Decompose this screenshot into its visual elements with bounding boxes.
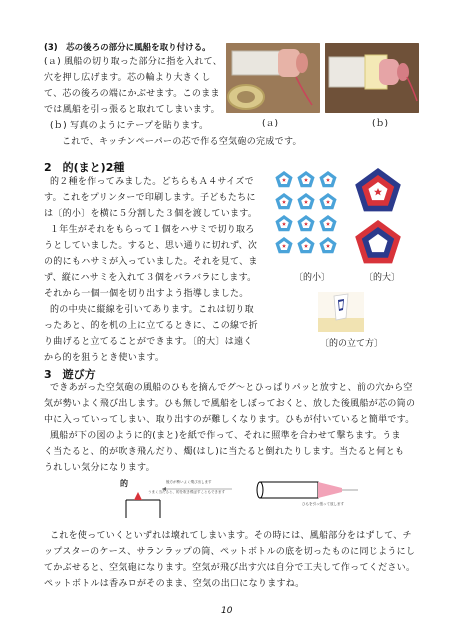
small-target-icon	[297, 193, 314, 209]
section-2-line-1: 的２種を作ってみました。どちらもＡ４サイズで	[50, 177, 254, 187]
small-target-icon	[275, 193, 292, 209]
diagram-note-2: うまく当たると、的を吹き飛ばすこともできます	[148, 490, 225, 494]
section-2-line-8: それから一個一個を切り出すよう指導しました。	[44, 289, 249, 299]
play-diagram	[120, 480, 360, 520]
diagram-note-3: ひもを引っ張って放します	[302, 502, 344, 506]
small-target-icon	[297, 237, 314, 253]
small-target-icon	[319, 171, 336, 187]
section-3-line-4: では風船を引っ張ると取れてしまいます。	[44, 105, 220, 115]
section-2-heading: 2 的(まと)2種	[44, 161, 125, 174]
large-targets	[350, 166, 412, 270]
page-number: 10	[221, 606, 233, 616]
caption-large-target: 〔的大〕	[364, 273, 401, 283]
section-2-line-11: り曲げると立てることができます。〔的大〕は遠く	[44, 337, 253, 347]
section-3-line-3: て、芯の後ろの端にかぶせます。このまま	[44, 89, 220, 99]
section-2-line-5: うとしていました。すると、思い通りに切れず、次	[44, 241, 258, 251]
section-2-line-2: す。これをプリンターで印刷します。子どもたちに	[44, 193, 256, 203]
section-end-line-4: ペットボトルは香みロがそのまま、空気の出口になりますね。	[44, 579, 305, 589]
photo-b-illustration	[325, 43, 419, 113]
photo-b-caption: (ｂ)	[372, 119, 389, 129]
small-target-icon	[297, 171, 314, 187]
small-target-icon	[275, 171, 292, 187]
diagram-target-label: 的	[120, 479, 128, 488]
section-2-line-12: から的を狙うとき使います。	[44, 353, 165, 363]
stand-target-illustration	[318, 292, 364, 332]
section-2-line-9: 的の中央に縦線を引いてあります。これは切り取	[50, 305, 254, 315]
section-play-heading: 3 遊び方	[44, 368, 96, 381]
small-targets-grid	[272, 168, 360, 260]
section-3-line-5: (ｂ) 写真のようにテープを貼ります。	[50, 121, 209, 131]
large-target-icon	[355, 168, 401, 211]
section-end-line-3: てかぶせると、空気砲になります。空気が飛び出す穴は自分で工夫して作ってください。	[44, 563, 416, 573]
section-2-line-4: １年生がそれをもらって１個をハサミで切り取ろ	[50, 225, 255, 235]
section-2-line-10: ったあと、的を机の上に立てるときに、この線で折	[44, 321, 258, 331]
caption-stand-target: 〔的の立て方〕	[320, 339, 384, 349]
section-2-line-7: ず、縦にハサミを入れて３個をバラバラにします。	[44, 273, 257, 283]
small-target-icon	[319, 193, 336, 209]
section-3-line-2: 穴を押し広げます。芯の輪より大きくし	[44, 73, 211, 83]
section-3-line-6: これで、キッチンペーパーの芯で作る空気砲の完成です。	[62, 137, 302, 147]
large-target-icon	[355, 220, 401, 263]
caption-small-target: 〔的小〕	[294, 273, 331, 283]
small-target-icon	[319, 237, 336, 253]
section-3-line-1: (ａ) 風船の切り取った部分に指を入れて、	[44, 57, 223, 67]
section-end-line-2: ップスターのケース、サランラップの筒、ペットボトルの底を切ったものに同じようにし	[44, 547, 416, 557]
photo-b	[325, 43, 419, 113]
section-end-line-1: これを使っていくといずれは壊れてしまいます。その時には、風船部分をはずして、チ	[50, 531, 412, 541]
photo-a-illustration	[226, 43, 320, 113]
photo-a-caption: (ａ)	[262, 119, 279, 129]
play-diagram-drawing	[120, 480, 360, 520]
section-play-line-1: できあがった空気砲の風船のひもを摘んでグ～とひっぱりパッと放すと、前の穴から空	[50, 383, 413, 393]
small-target-icon	[275, 237, 292, 253]
section-play-line-6: うれしい気分になります。	[44, 463, 155, 473]
section-2-line-6: の的にもハサミが入っていました。それを見て、ま	[44, 257, 258, 267]
section-play-line-4: 風船が下の図のように的(まと)を紙で作って、それに照準を合わせて撃ちます。うま	[50, 431, 401, 441]
small-target-icon	[275, 215, 292, 231]
small-target-icon	[319, 215, 336, 231]
section-play-line-3: 中に入っていってしまい、取り出すのが難しくなります。ひもが付いていると簡単です。	[44, 415, 415, 425]
section-3-heading: (3) 芯の後ろの部分に風船を取り付ける。	[44, 43, 211, 53]
section-2-line-3: は〔的小〕を横に５分割した３個を渡しています。	[44, 209, 258, 219]
section-play-line-2: 気が勢いよく飛び出します。ひも無しで風船をしぼっておくと、放した後風船が芯の筒の	[44, 399, 416, 409]
small-target-icon	[297, 215, 314, 231]
diagram-note-1: 後方が勢いよく飛び出します	[166, 480, 212, 484]
section-play-line-5: く当たると、的が吹き飛んだり、燭(はし)に当たると倒れたりします。当たると何とも	[44, 447, 405, 457]
photo-a	[226, 43, 320, 113]
